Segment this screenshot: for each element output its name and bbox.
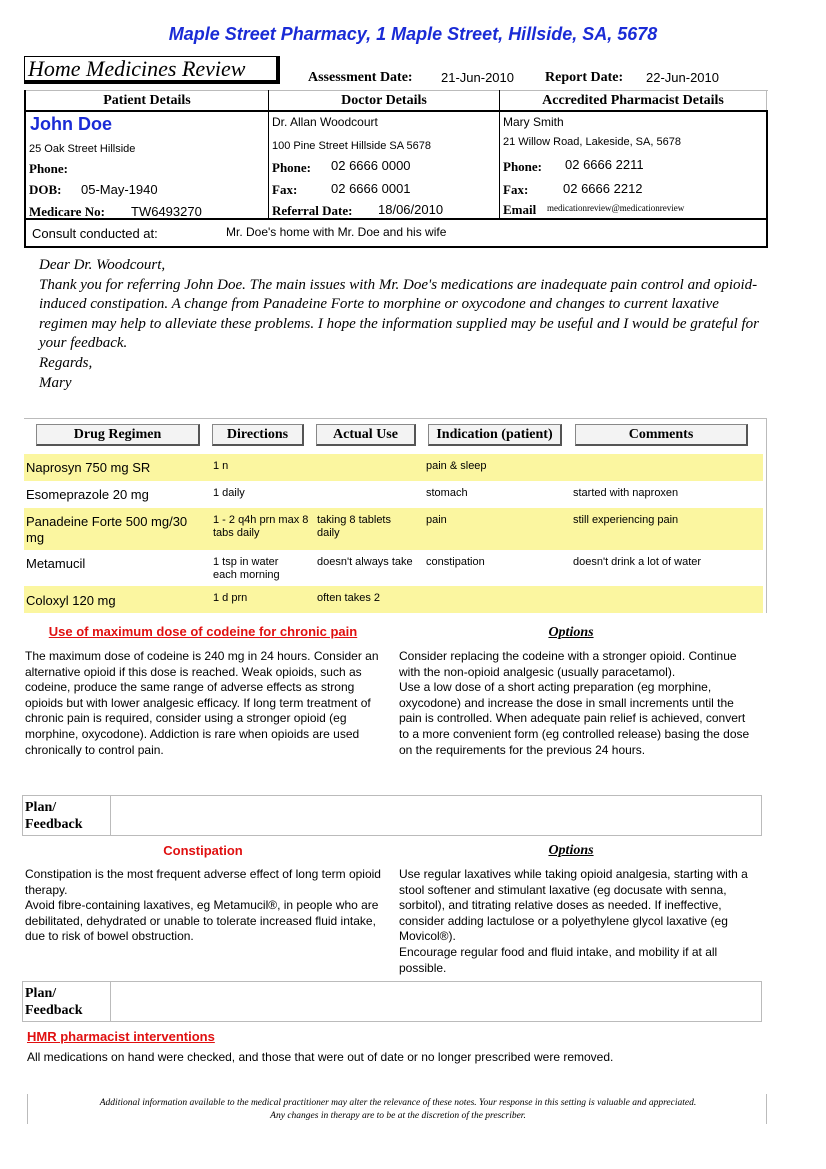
issue-constipation-title: Constipation <box>163 843 243 858</box>
pharmacist-fax: 02 6666 2212 <box>563 181 643 196</box>
plan-feedback-field-1[interactable] <box>111 796 761 835</box>
patient-name: John Doe <box>30 114 113 134</box>
indication: stomach <box>426 487 468 499</box>
drug-regimen-header: Drug Regimen <box>36 424 200 446</box>
doctor-fax: 02 6666 0001 <box>331 181 411 196</box>
medicare-label: Medicare No: <box>29 204 105 219</box>
doctor-details-heading: Doctor Details <box>341 93 427 108</box>
comments: doesn't drink a lot of water <box>573 556 702 568</box>
pharmacist-phone-label: Phone: <box>503 159 542 174</box>
drug-name: Esomeprazole 20 mg <box>26 487 149 502</box>
issue-constipation-options-text: Use regular laxatives while taking opioid analgesia, starting with a stool softener and stimulant laxative (eg docusate with senna, sorbitol), and titrating relative doses as needed. If ineffective, consider adding lactulose or a polyethylene glycol laxative (eg Movicol®). Encourage regular food and fluid intake, and mobility if at all possible. <box>399 867 748 975</box>
doctor-address: 100 Pine Street Hillside SA 5678 <box>272 140 431 152</box>
medicare-number: TW6493270 <box>131 204 202 219</box>
indication: pain <box>426 514 447 526</box>
directions: 1 daily <box>213 487 245 499</box>
drug-name: Coloxyl 120 mg <box>26 593 116 608</box>
issue-codeine-options-title: Options <box>548 625 594 640</box>
footer-disclaimer <box>30 1097 766 1122</box>
table-row <box>24 454 763 481</box>
letter-closing: Regards, <box>39 354 93 371</box>
document-title: Home Medicines Review <box>24 56 280 84</box>
patient-details-heading: Patient Details <box>103 93 191 108</box>
directions-header: Directions <box>212 424 304 446</box>
consult-location: Mr. Doe's home with Mr. Doe and his wife <box>226 225 447 239</box>
footer-line-2: Any changes in therapy are to be at the discretion of the prescriber. <box>270 1110 526 1121</box>
drug-name: Naprosyn 750 mg SR <box>26 460 151 475</box>
issue-constipation-options-title: Options <box>548 843 594 858</box>
actual-use: often takes 2 <box>317 592 380 604</box>
actual-use-header: Actual Use <box>316 424 416 446</box>
indication-header: Indication (patient) <box>428 424 562 446</box>
table-row <box>24 508 763 550</box>
patient-address: 25 Oak Street Hillside <box>29 143 136 155</box>
doctor-fax-label: Fax: <box>272 182 298 197</box>
table-row <box>24 550 763 586</box>
directions: 1 - 2 q4h prn max 8 tabs daily <box>213 514 309 539</box>
comments-header: Comments <box>575 424 748 446</box>
report-date-label: Report Date: <box>545 70 624 85</box>
doctor-name: Dr. Allan Woodcourt <box>272 115 378 129</box>
issue-codeine-options-text: Consider replacing the codeine with a stronger opioid. Continue with the non-opioid analgesic (usually paracetamol). Use a low dose of a short acting preparation (eg morphine, oxycodone) and increase the dose in small increments until the pain is controlled. When adequate pain relief is achieved, convert to a more convenient form (eg controlled release) basing the dose on the requirements for the previous 24 hours. <box>399 649 750 757</box>
issue-codeine-text: The maximum dose of codeine is 240 mg in 24 hours. Consider an alternative opioid if this dose is reached. Weak opioids, such as codeine, produce the same range of adverse effects as strong opioids but with lower analgesic efficacy. If long term treatment of chronic pain is required, consider using a stronger opioid (eg morphine, oxycodone). Addiction is rare when opioids are used chronically to control pain. <box>25 649 379 757</box>
plan-feedback-field-2[interactable] <box>111 982 761 1021</box>
pharmacist-fax-label: Fax: <box>503 182 529 197</box>
doctor-phone-label: Phone: <box>272 160 311 175</box>
pharmacist-details-heading: Accredited Pharmacist Details <box>542 93 724 108</box>
issue-constipation-text: Constipation is the most frequent adverse effect of long term opioid therapy. Avoid fibre-containing laxatives, eg Metamucil®, in people who are debilitated, dehydrated or unable to tolerate increased fluid intake, due to risk of bowel obstruction. <box>25 867 381 944</box>
interventions-title: HMR pharmacist interventions <box>27 1029 215 1044</box>
comments: still experiencing pain <box>573 514 679 526</box>
drug-name: Panadeine Forte 500 mg/30 mg <box>26 514 188 545</box>
actual-use: doesn't always take <box>317 556 413 568</box>
letter-signature: Mary <box>39 374 72 391</box>
directions: 1 tsp in water each morning <box>213 556 280 581</box>
patient-dob-label: DOB: <box>29 182 62 197</box>
referral-date-label: Referral Date: <box>272 203 353 218</box>
pharmacist-email: medicationreview@medicationreview <box>547 203 685 213</box>
pharmacist-address: 21 Willow Road, Lakeside, SA, 5678 <box>503 136 681 148</box>
actual-use: taking 8 tablets daily <box>317 514 391 539</box>
indication: constipation <box>426 556 485 568</box>
issue-codeine-title: Use of maximum dose of codeine for chronic pain <box>48 624 358 639</box>
doctor-phone: 02 6666 0000 <box>331 158 411 173</box>
plan-label: Plan/ Feedback <box>25 800 83 832</box>
letter-body: Thank you for referring John Doe. The main issues with Mr. Doe's medications are inadequate pain control and opioid-induced constipation. A change from Panadeine Forte to morphine or oxycodone and changes to current laxative regimen may help to alleviate these problems. I hope the information supplied may be useful and I would be grateful for your feedback. <box>39 276 760 352</box>
pharmacy-header: Maple Street Pharmacy, 1 Maple Street, Hillside, SA, 5678 <box>168 24 658 44</box>
patient-phone-label: Phone: <box>29 161 68 176</box>
comments: started with naproxen <box>573 487 679 499</box>
assessment-date: 21-Jun-2010 <box>441 70 514 85</box>
table-row <box>24 586 763 613</box>
pharmacist-email-label: Email <box>503 202 537 217</box>
table-row <box>24 481 763 508</box>
referral-letter <box>39 256 769 393</box>
footer-line-1: Additional information available to the medical practitioner may alter the relevance of these notes. Your response in this setting is valuable and appreciated. <box>99 1098 697 1108</box>
interventions-text: All medications on hand were checked, and those that were out of date or no longer prescribed were removed. <box>27 1050 614 1064</box>
pharmacist-name: Mary Smith <box>503 115 564 129</box>
directions: 1 n <box>213 460 229 472</box>
letter-salutation: Dear Dr. Woodcourt, <box>39 257 166 273</box>
drug-name: Metamucil <box>26 556 86 571</box>
assessment-date-label: Assessment Date: <box>308 70 413 85</box>
patient-dob: 05-May-1940 <box>81 182 158 197</box>
referral-date: 18/06/2010 <box>378 202 444 217</box>
pharmacist-phone: 02 6666 2211 <box>565 157 644 172</box>
consult-label: Consult conducted at: <box>32 226 158 241</box>
plan-label: Plan/ Feedback <box>25 986 83 1018</box>
report-date: 22-Jun-2010 <box>646 70 719 85</box>
indication: pain & sleep <box>426 460 487 472</box>
directions: 1 d prn <box>213 592 248 604</box>
